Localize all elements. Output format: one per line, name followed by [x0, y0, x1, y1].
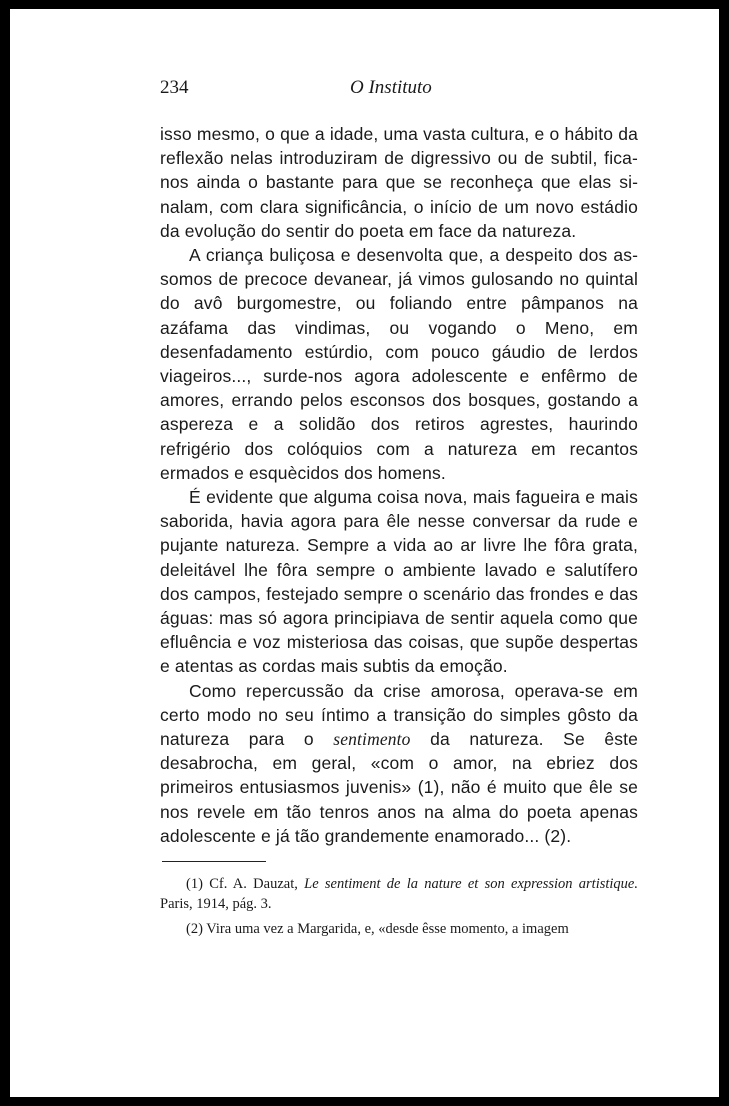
body-text: [160, 122, 638, 848]
footnote-1-source: Paris, 1914, pág. 3.: [160, 895, 272, 912]
book-page: [10, 9, 719, 1097]
running-title: O Instituto: [350, 77, 432, 98]
footnote-2: [160, 920, 638, 940]
paragraph-4-part-b: da natureza. Se êste desabrocha, em geral, «com o amor, na ebriez dos primeiros entusiasmos juvenis»: [160, 729, 638, 798]
footnote-2-marker: (2): [186, 921, 203, 938]
footnote-2-text: Vira uma vez a Margarida, e, «desde êsse momento, a imagem: [206, 921, 569, 938]
paragraph-4-part-a: Como repercussão da crise amorosa, operava-se em certo modo no seu íntimo a transição do simples gôsto da natureza para o: [160, 680, 638, 750]
footnote-1: [160, 875, 638, 914]
footnote-ref-2[interactable]: (2): [544, 825, 567, 846]
footnote-1-work-title: Le sentiment de la nature et son expression artistique.: [304, 876, 638, 892]
paragraph-1: isso mesmo, o que a idade, uma vasta cultura, e o hábito da reflexão nelas introduziram de digressivo ou de subtil, fica-nos ainda o bastante para que se reconheça que elas sinalam, com clara significância, o início de um novo estádio da evolução do sentir do poeta em face da natureza.: [160, 124, 638, 241]
footnotes: [160, 875, 638, 946]
page-frame: [10, 9, 719, 1097]
paragraph-4-part-c: , não é muito que êle se nos revele em tão tenros anos na alma do poeta apenas adolescente e já tão grandemente enamorado...: [160, 777, 638, 846]
paragraph-4: [160, 679, 638, 848]
emphasis-sentimento: sentimento: [333, 729, 411, 750]
page-header: [160, 77, 640, 101]
footnote-1-marker: (1): [186, 876, 203, 892]
paragraph-3: É evidente que alguma coisa nova, mais fagueira e mais saborida, havia agora para êle nesse conversar da rude e pujante natureza. Sempre a vida ao ar livre lhe fôra grata, deleitável lhe fôra sempre o ambiente lavado e salutífero dos campos, festejado sempre o scenário das frondes e das águas: mas só agora principiava de sentir aquela como que efluência e voz misteriosa das coisas, que supõe despertas e atentas as cordas mais subtis da emoção.: [160, 487, 638, 677]
footnote-divider: [162, 861, 266, 862]
paragraph-4-part-d: .: [566, 825, 572, 846]
page-number: 234: [160, 77, 189, 98]
footnote-1-text: Cf. A. Dauzat,: [209, 876, 298, 892]
footnote-ref-1[interactable]: (1): [417, 777, 440, 798]
paragraph-2: A criança buliçosa e desenvolta que, a despeito dos assomos de precoce devanear, já vimos gulosando no quintal do avô burgomestre, ou foliando entre pâmpanos na azáfama das vindimas, ou vogando o Meno, em desenfadamento estúrdio, com pouco gáudio de lerdos viageiros..., surde-nos agora adolescente e enfêrmo de amores, errando pelos esconsos dos bosques, gostando a aspereza e a solidão dos retiros agrestes, haurindo refrigério dos colóquios com a natureza em recantos ermados e esquècidos dos homens.: [160, 245, 638, 483]
